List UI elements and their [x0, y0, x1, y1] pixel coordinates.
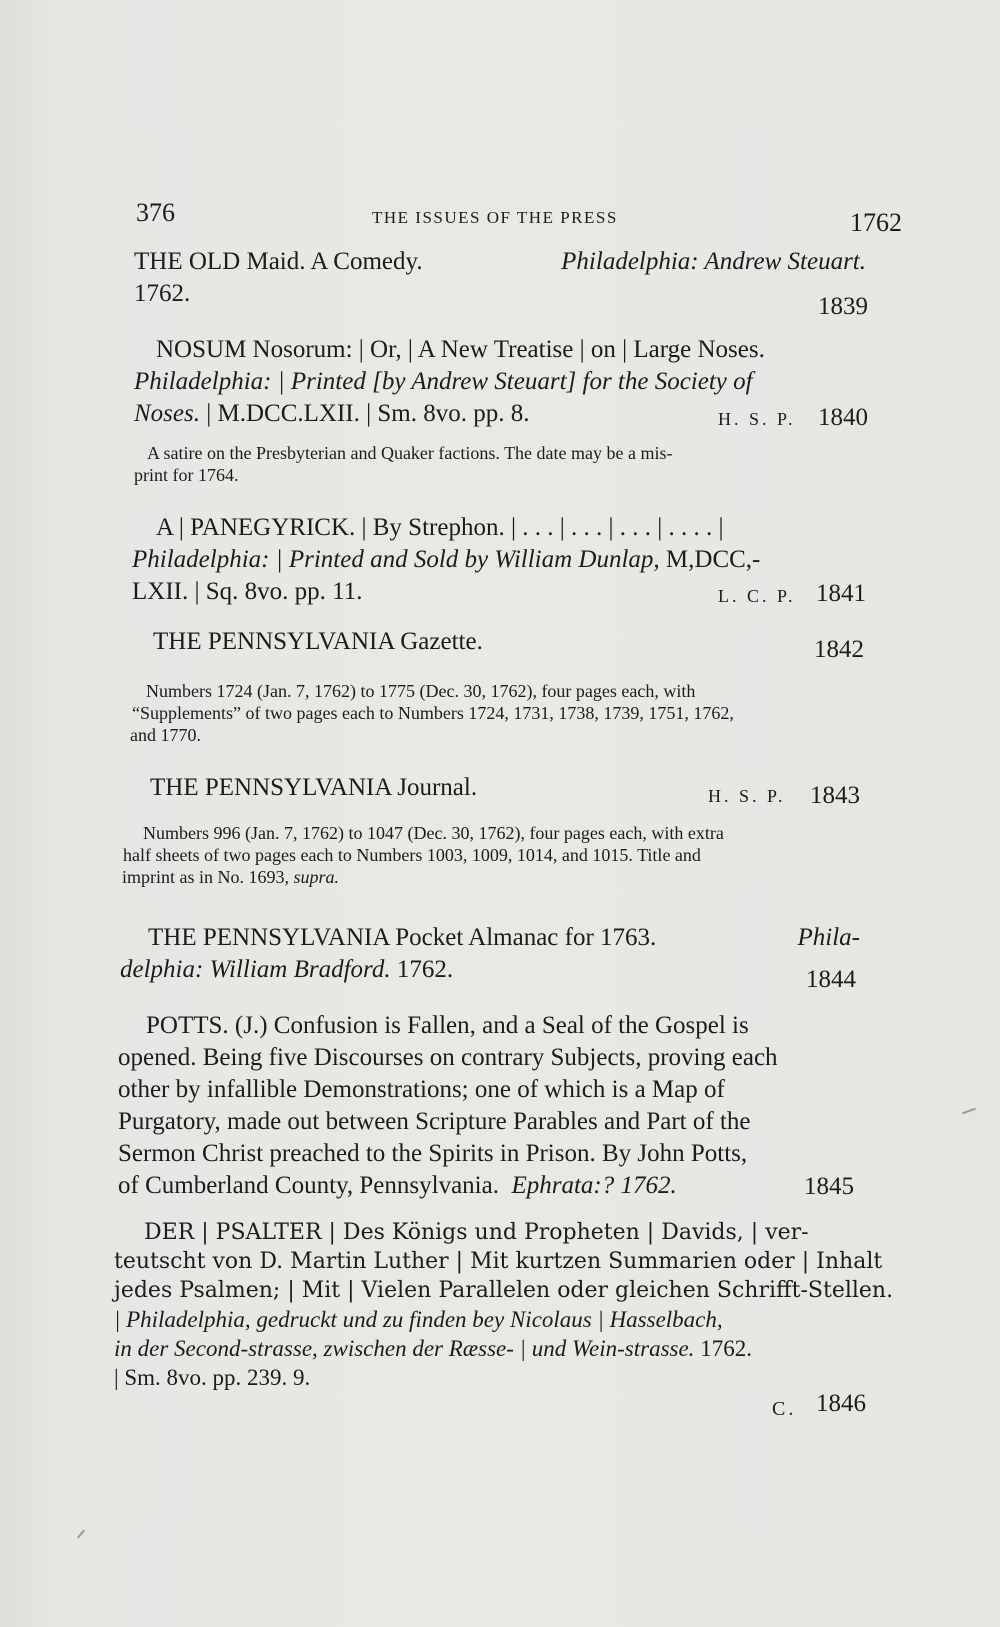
entry-number: 1843 — [810, 782, 860, 809]
entry-1843 — [150, 772, 477, 804]
entry-note — [134, 442, 673, 486]
entry-line: | Sm. 8vo. pp. 239. 9. — [114, 1365, 311, 1390]
entry-title: THE PENNSYLVANIA Pocket Almanac for 1763. — [148, 924, 657, 951]
entry-number: 1845 — [804, 1173, 854, 1200]
location-mark: C. — [772, 1398, 797, 1420]
note-line: A satire on the Presbyterian and Quaker factions. The date may be a mis- — [147, 443, 673, 463]
entry-line: | Philadelphia, gedruckt und zu finden bey Nicolaus | Hasselbach, — [114, 1307, 723, 1332]
entry-title: THE OLD Maid. A Comedy. — [134, 248, 423, 275]
entry-line: Philadelphia: | Printed [by Andrew Steuart] for the Society of — [134, 368, 753, 395]
entry-line: NOSUM Nosorum: | Or, | A New Treatise | on | Large Noses. — [156, 336, 765, 363]
entry-line: in der Second-strasse, zwischen der Ræsse- | und Wein-strasse. — [114, 1336, 695, 1361]
note-line: “Supplements” of two pages each to Numbers 1724, 1731, 1738, 1739, 1751, 1762, — [132, 703, 734, 723]
entry-line: other by infallible Demonstrations; one of which is a Map of — [118, 1076, 725, 1103]
entry-number: 1846 — [816, 1390, 866, 1417]
page-number: 376 — [136, 198, 175, 227]
entry-title: THE PENNSYLVANIA Journal. — [150, 774, 478, 801]
entry-1845 — [118, 1010, 860, 1202]
note-line: half sheets of two pages each to Numbers 1003, 1009, 1014, and 1015. Title and — [123, 845, 701, 865]
entry-line: POTTS. (J.) Confusion is Fallen, and a Seal of the Gospel is — [146, 1012, 749, 1039]
note-line: imprint as in No. 1693, — [122, 867, 294, 887]
imprint: delphia: William Bradford. — [120, 956, 391, 983]
entry-number: 1842 — [814, 636, 864, 663]
entry-1842 — [153, 626, 483, 658]
entry-line: Noses. — [134, 400, 200, 427]
entry-line: LXII. | Sq. 8vo. pp. 11. — [132, 578, 363, 605]
entry-date: 1762. — [694, 1336, 752, 1361]
entry-line: teutscht von D. Martin Luther | Mit kurtzen Summarien oder | Inhalt — [114, 1249, 883, 1274]
note-line: Numbers 1724 (Jan. 7, 1762) to 1775 (Dec. 30, 1762), four pages each, with — [146, 681, 696, 701]
entry-note — [122, 822, 724, 888]
entry-line: jedes Psalmen; | Mit | Vielen Parallelen oder gleichen Schrifft-Stellen. — [114, 1278, 894, 1303]
entry-line: opened. Being five Discourses on contrary Subjects, proving each — [118, 1044, 778, 1071]
entry-line: | M.DCC.LXII. | Sm. 8vo. pp. 8. — [199, 400, 530, 427]
entry-date: 1762. — [390, 956, 454, 983]
note-line: print for 1764. — [134, 465, 239, 485]
entry-number: 1841 — [816, 580, 866, 607]
note-line: Numbers 996 (Jan. 7, 1762) to 1047 (Dec. 30, 1762), four pages each, with extra — [143, 823, 724, 843]
entry-number: 1844 — [806, 966, 856, 993]
location-mark: H. S. P. — [718, 409, 796, 429]
imprint: Ephrata:? 1762. — [511, 1172, 677, 1199]
entry-line: A | PANEGYRICK. | By Strephon. | . . . | . . . | . . . | . . . . | — [156, 514, 724, 541]
entry-1844 — [120, 922, 860, 986]
entry-note — [130, 680, 734, 746]
entry-line: DER | PSALTER | Des Königs und Propheten | Davids, | ver- — [144, 1220, 809, 1245]
entry-line: of Cumberland County, Pennsylvania. — [118, 1172, 499, 1199]
location-mark: H. S. P. — [708, 786, 786, 806]
entry-1839 — [134, 246, 866, 310]
location-mark: L. C. P. — [718, 586, 796, 606]
entry-line: M,DCC,- — [659, 546, 761, 573]
note-line: supra. — [293, 867, 340, 887]
entry-line: Philadelphia: | Printed and Sold by William Dunlap, — [132, 546, 660, 573]
imprint: Phila- — [797, 924, 860, 951]
entry-date: 1762. — [134, 280, 191, 307]
entry-number: 1840 — [818, 404, 868, 431]
entry-title: THE PENNSYLVANIA Gazette. — [153, 628, 483, 655]
running-title: THE ISSUES OF THE PRESS — [372, 208, 618, 227]
header-year: 1762 — [850, 208, 902, 237]
entry-line: Purgatory, made out between Scripture Parables and Part of the — [118, 1108, 751, 1135]
note-line: and 1770. — [130, 725, 201, 745]
entry-line: Sermon Christ preached to the Spirits in Prison. By John Potts, — [118, 1140, 748, 1167]
imprint: Philadelphia: Andrew Steuart. — [561, 248, 866, 275]
entry-1846 — [114, 1218, 894, 1392]
entry-number: 1839 — [818, 293, 868, 320]
